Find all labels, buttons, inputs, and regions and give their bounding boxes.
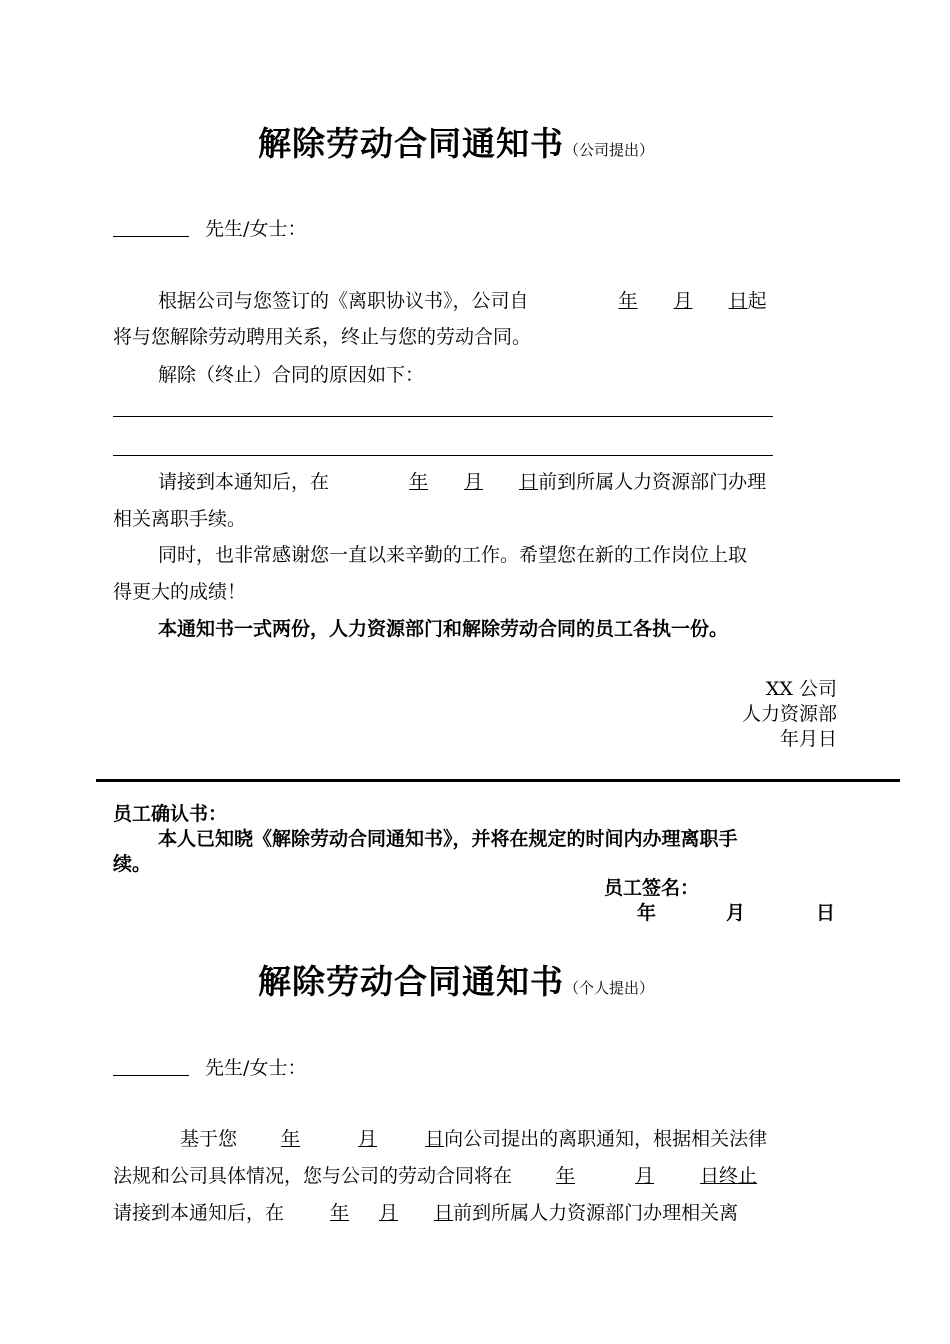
confirmation-body-line-1: 本人已知晓《解除劳动合同通知书》，并将在规定的时间内办理离职手 [158, 828, 738, 850]
notice2-salutation: 先生/女士： [205, 1057, 307, 1079]
year-label: 年 [281, 1128, 301, 1150]
notice1-paragraph-1-line-2: 将与您解除劳动聘用关系，终止与您的劳动合同。 [113, 326, 532, 348]
confirmation-heading: 员工确认书： [113, 803, 228, 825]
month-label: 月 [379, 1202, 399, 1224]
text: 前到所属人力资源部门办理 [538, 471, 767, 493]
notice1-paragraph-3-line-2: 相关离职手续。 [113, 508, 247, 530]
text: 基于您 [180, 1128, 238, 1150]
text: 法规和公司具体情况，您与公司的劳动合同将在 [113, 1165, 513, 1187]
month-label: 月 [635, 1165, 655, 1187]
notice1-title [258, 118, 654, 165]
notice1-paragraph-3-line-1 [158, 470, 766, 494]
name-blank[interactable] [113, 216, 189, 237]
signature-year: 年 [637, 902, 657, 924]
day-label: 日 [434, 1202, 454, 1224]
notice1-copies-note: 本通知书一式两份，人力资源部门和解除劳动合同的员工各执一份。 [158, 618, 729, 640]
text: 请接到本通知后，在 [113, 1202, 285, 1224]
year-label: 年 [330, 1202, 350, 1224]
notice2-title-text: 解除劳动合同通知书 [258, 962, 564, 1001]
notice1-subtitle: （公司提出） [564, 141, 655, 159]
signature-label[interactable]: 员工签名： [604, 877, 700, 899]
date-blank[interactable] [237, 1128, 444, 1150]
notice1-salutation-line [113, 216, 306, 241]
text: 向公司提出的离职通知，根据相关法律 [444, 1128, 768, 1150]
section-separator [96, 779, 900, 782]
reason-line-1[interactable] [113, 416, 773, 417]
month-label: 月 [464, 471, 484, 493]
notice2-line-2 [113, 1164, 757, 1188]
year-label: 年 [618, 290, 638, 312]
date-blank[interactable] [329, 471, 538, 493]
department-name: 人力资源部 [741, 703, 837, 725]
date-blank[interactable] [512, 1165, 757, 1187]
notice1-paragraph-4-line-2: 得更大的成绩！ [113, 581, 247, 603]
notice2-title [258, 956, 654, 1003]
notice1-date: 年月日 [779, 728, 837, 750]
notice1-paragraph-4-line-1: 同时，也非常感谢您一直以来辛勤的工作。希望您在新的工作岗位上取 [158, 544, 748, 566]
text: 起 [747, 290, 767, 312]
company-name: XX 公司 [765, 678, 837, 700]
notice1-title-text: 解除劳动合同通知书 [258, 124, 564, 163]
notice2-line-1 [180, 1127, 767, 1151]
notice2-salutation-line [113, 1055, 306, 1080]
date-blank[interactable] [553, 290, 748, 312]
notice2-subtitle: （个人提出） [564, 979, 655, 997]
signature-month: 月 [726, 902, 746, 924]
day-label: 日 [519, 471, 539, 493]
year-label: 年 [409, 471, 429, 493]
day-label: 日终止 [700, 1165, 758, 1187]
text: 前到所属人力资源部门办理相关离 [453, 1202, 739, 1224]
month-label: 月 [673, 290, 693, 312]
date-blank[interactable] [284, 1202, 453, 1224]
reason-line-2[interactable] [113, 455, 773, 456]
notice2-line-3 [113, 1201, 738, 1225]
signature-day: 日 [816, 902, 836, 924]
notice1-paragraph-1-line-1 [158, 289, 767, 313]
reason-label: 解除（终止）合同的原因如下： [158, 364, 425, 386]
confirmation-body-line-2: 续。 [113, 853, 152, 875]
notice1-salutation: 先生/女士： [205, 218, 307, 240]
text: 请接到本通知后，在 [158, 471, 330, 493]
text: 根据公司与您签订的《离职协议书》，公司自 [158, 290, 529, 312]
name-blank[interactable] [113, 1055, 189, 1076]
day-label: 日 [728, 290, 748, 312]
year-label: 年 [556, 1165, 576, 1187]
day-label: 日 [425, 1128, 445, 1150]
month-label: 月 [358, 1128, 378, 1150]
